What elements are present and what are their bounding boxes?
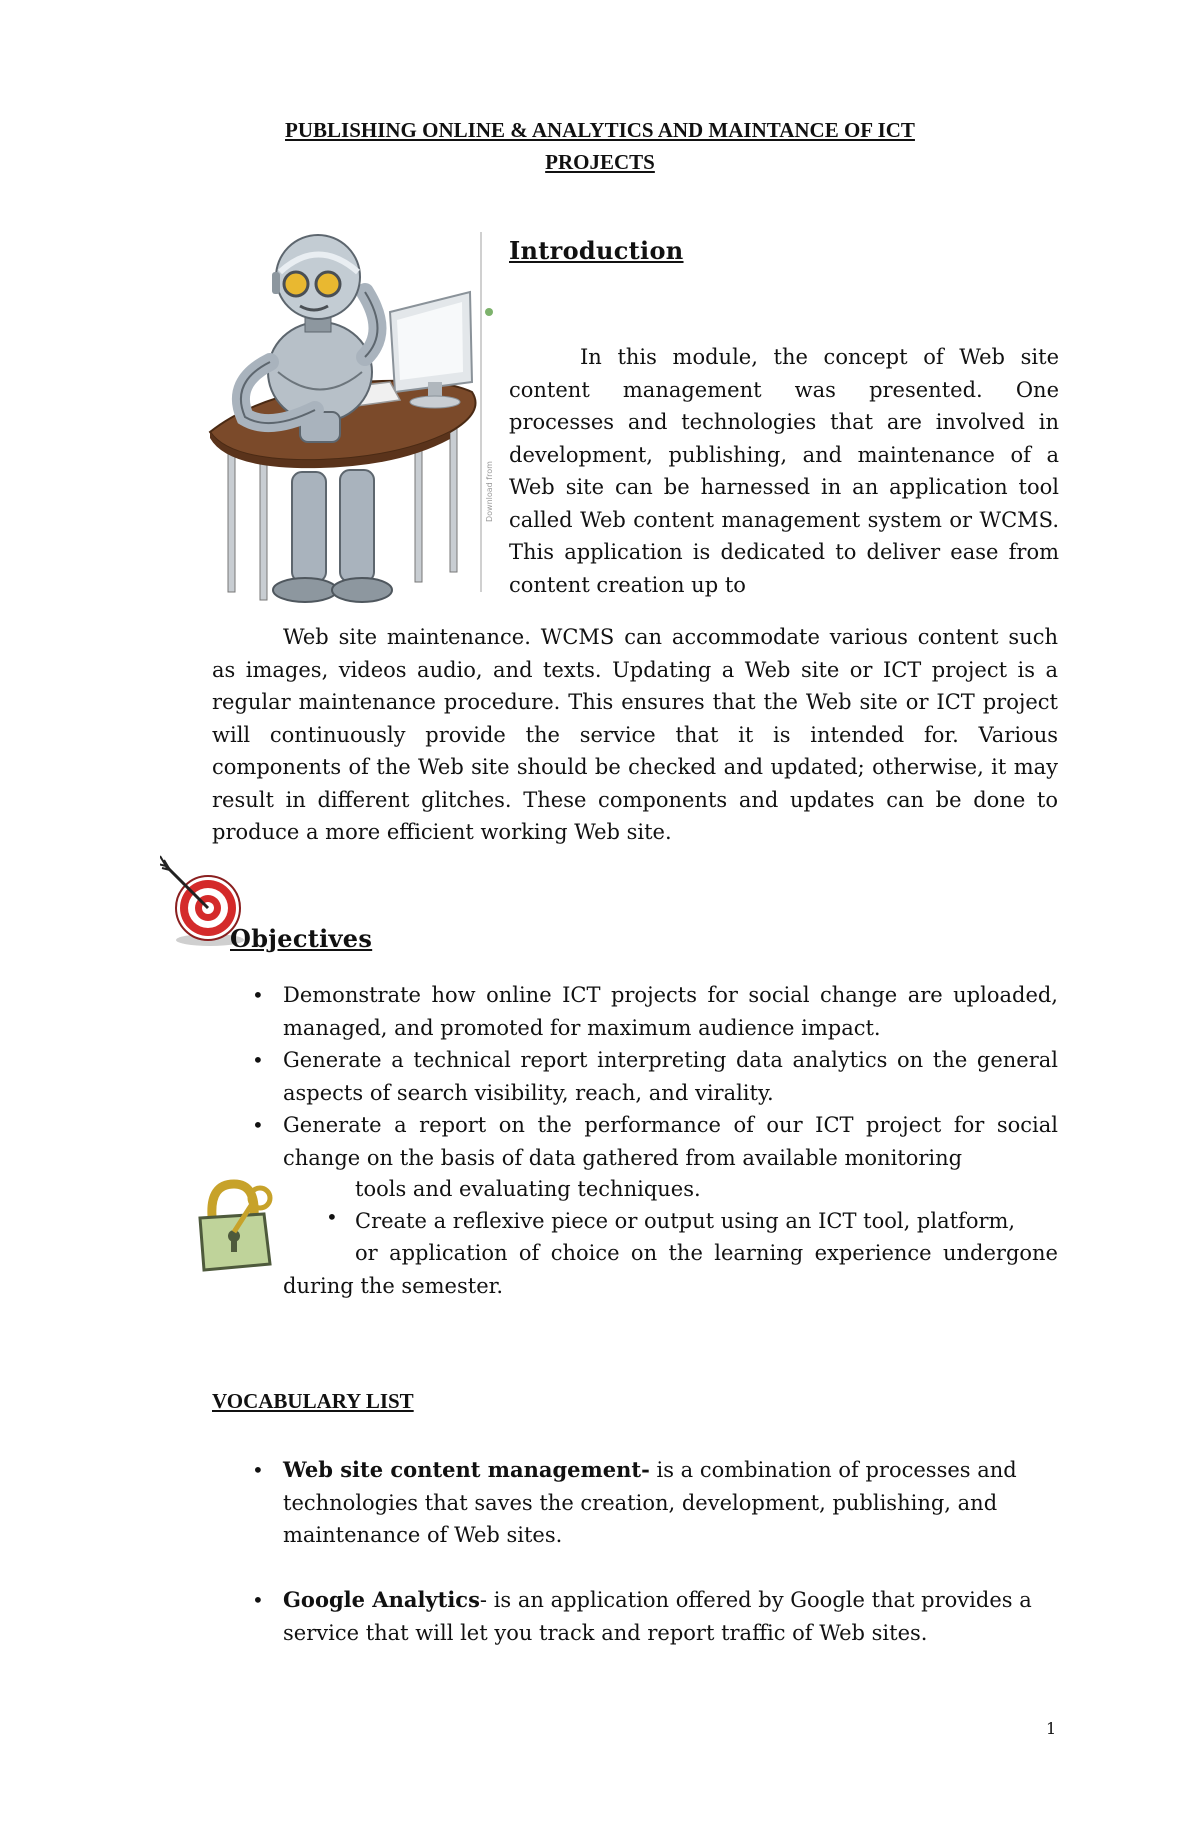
list-item-continuation: or application of choice on the learning experience undergone during the semester. xyxy=(283,1241,1058,1298)
page-number: 1 xyxy=(1046,1719,1057,1738)
objective-continuation: tools and evaluating techniques. xyxy=(355,1177,701,1201)
list-item: • Demonstrate how online ICT projects for social change are uploaded, managed, and promoted for maximum audience impact. xyxy=(283,979,1058,1044)
list-item: • Generate a technical report interpreting data analytics on the general aspects of search visibility, reach, and virality. xyxy=(283,1044,1058,1109)
bullet-icon: • xyxy=(252,1048,264,1072)
vocab-term: Web site content management- xyxy=(283,1457,650,1482)
vocab-term: Google Analytics xyxy=(283,1587,480,1612)
padlock-key-icon xyxy=(190,1176,285,1276)
bullet-icon: • xyxy=(252,1113,264,1137)
list-item: • Create a reflexive piece or output using an ICT tool, platform, xyxy=(326,1205,1016,1233)
svg-text:Download from: Download from xyxy=(485,461,494,522)
bullet-icon: • xyxy=(252,1458,264,1482)
body-paragraph: Web site maintenance. WCMS can accommodate various content such as images, videos audio, and texts. Updating a Web site or ICT project is a regular maintenance procedure. This ensures that the Web site or ICT project will continuously provide the service that it is intended for. Various components of the Web site should be checked and updated; otherwise, it may result in different glitches. These components and updates can be done to produce a more efficient working Web site. xyxy=(212,625,1058,844)
title-line-2: PROJECTS xyxy=(545,150,655,174)
bullet-icon: • xyxy=(326,1205,338,1229)
vocab-item-web-site-content-management xyxy=(252,1454,1063,1552)
list-item: • Generate a report on the performance of our ICT project for social change on the basis of data gathered from available monitoring xyxy=(283,1109,1058,1174)
vocab-definition: - is an application offered by Google that provides a service that will let you track and report traffic of Web sites. xyxy=(283,1588,1032,1645)
bullet-icon: • xyxy=(252,1588,264,1612)
title-line-1: PUBLISHING ONLINE & ANALYTICS AND MAINTANCE OF ICT xyxy=(285,118,915,142)
introduction-paragraph: In this module, the concept of Web site content management was presented. One processes and technologies that are involved in development, publishing, and maintenance of a Web site can be harnessed in an application tool called Web content management system or WCMS. This application is dedicated to deliver ease from content creation up to xyxy=(509,345,1059,597)
vocabulary-heading: VOCABULARY LIST xyxy=(212,1389,414,1413)
introduction-heading: Introduction xyxy=(509,236,684,265)
objectives-list xyxy=(252,979,1058,1174)
vocab-definition: is a combination of processes and technologies that saves the creation, development, publishing, and maintenance of Web sites. xyxy=(283,1458,1017,1547)
bullet-icon: • xyxy=(252,983,264,1007)
objectives-heading: Objectives xyxy=(230,924,373,953)
vocab-item-google-analytics xyxy=(252,1584,1063,1649)
robot-computer-illustration xyxy=(200,232,510,610)
